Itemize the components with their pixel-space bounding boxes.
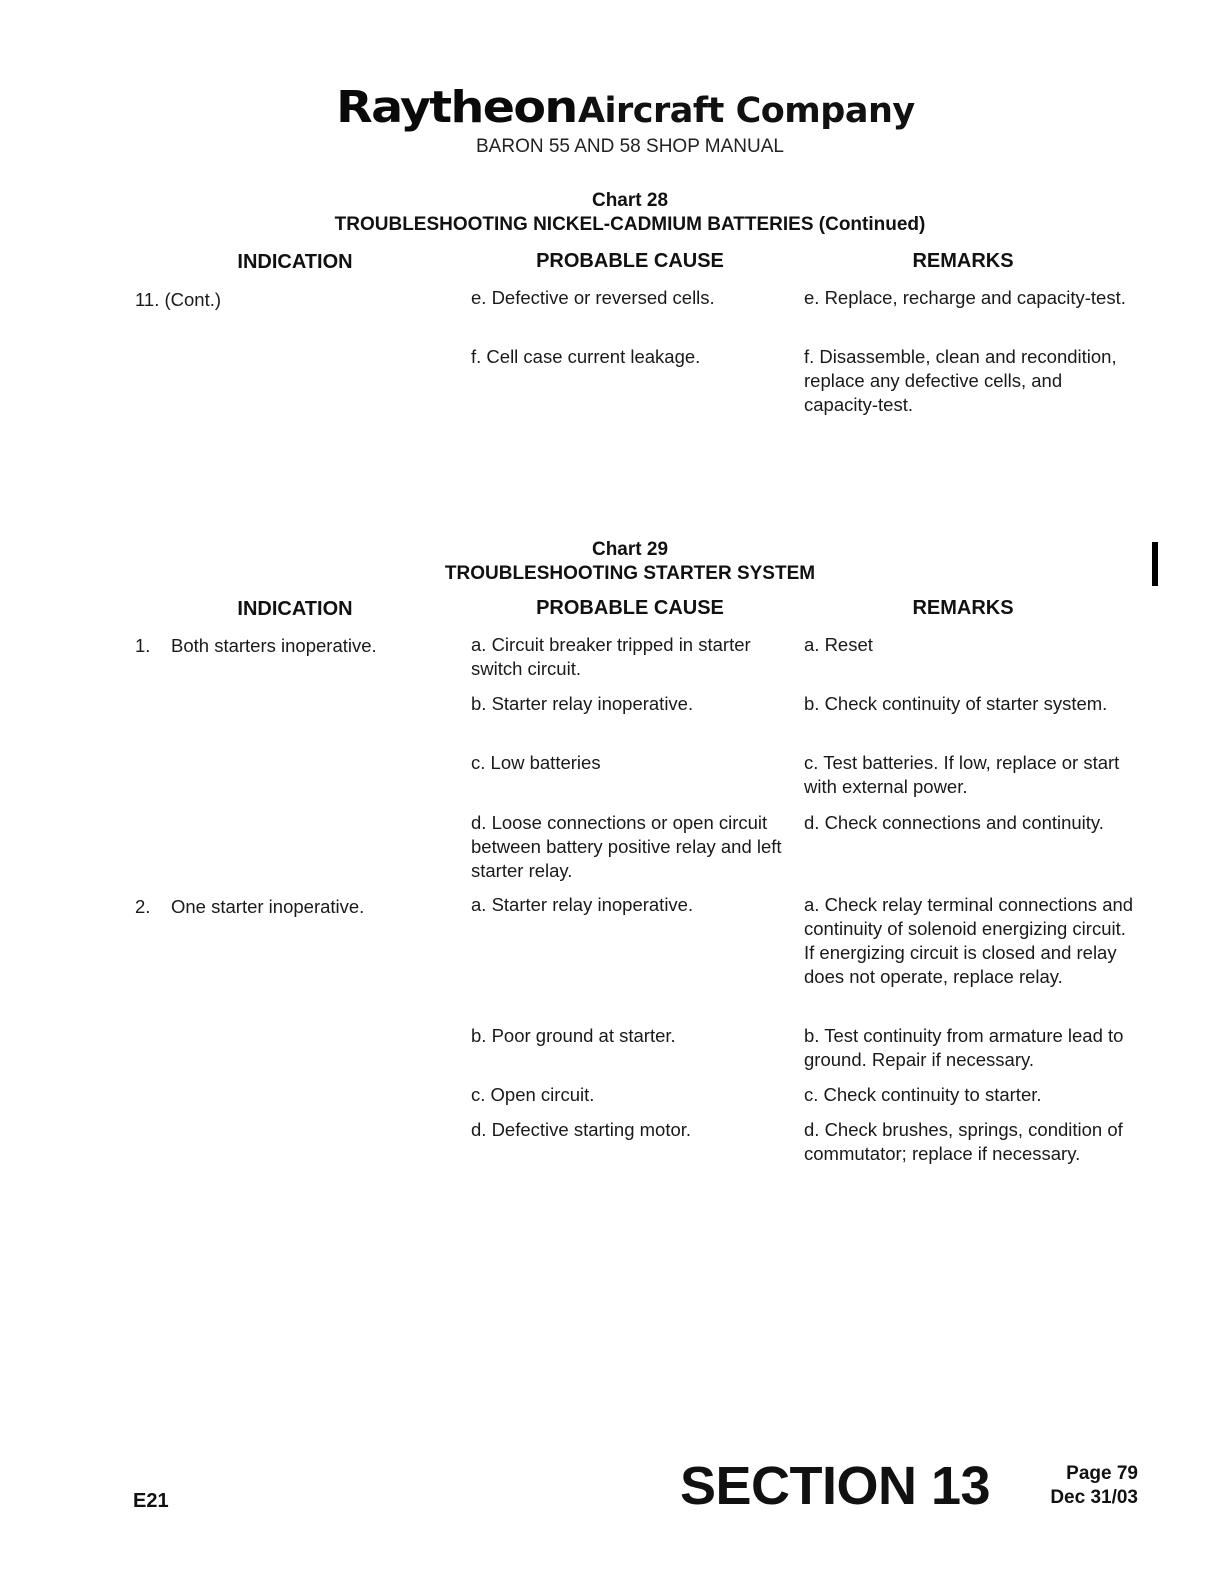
chart-29-remark-2a: a. Check relay terminal connections and continuity of solenoid energizing circuit. If energizing circuit is closed and relay does not operate, replace relay.: [804, 894, 1134, 987]
chart-29-cause-header: PROBABLE CAUSE: [536, 597, 724, 619]
chart-29-remark-2d: d. Check brushes, springs, condition of commutator; replace if necessary.: [804, 1119, 1123, 1164]
chart-29-title: TROUBLESHOOTING STARTER SYSTEM: [444, 563, 816, 584]
chart-29-remark-1b: b. Check continuity of starter system.: [804, 693, 1108, 714]
company-name: Aircraft Company: [577, 91, 915, 131]
chart-29-cause-1a: a. Circuit breaker tripped in starter switch circuit.: [471, 634, 751, 679]
chart-28-number: Chart 28: [591, 190, 669, 211]
manual-title: BARON 55 AND 58 SHOP MANUAL: [476, 136, 784, 157]
chart-29-number: Chart 29: [591, 539, 669, 560]
chart-29-remark-2b: b. Test continuity from armature lead to ground. Repair if necessary.: [804, 1025, 1124, 1070]
chart-28-indication-header: INDICATION: [237, 251, 353, 273]
chart-29-cause-2c: c. Open circuit.: [471, 1084, 595, 1105]
chart-28-remark-e: e. Replace, recharge and capacity-test.: [804, 287, 1126, 308]
chart-28-cause-header: PROBABLE CAUSE: [536, 250, 724, 272]
indication-text: One starter inoperative.: [171, 896, 365, 917]
chart-28-cause-e: e. Defective or reversed cells.: [471, 287, 715, 308]
chart-29-remark-1a: a. Reset: [804, 634, 873, 655]
indication-number: 1.: [135, 635, 151, 656]
page-info: [1030, 1462, 1138, 1510]
chart-28-indication-11: 11. (Cont.): [135, 289, 222, 310]
chart-28-remark-f: f. Disassemble, clean and recondition, replace any defective cells, and capacity-test.: [804, 346, 1117, 415]
chart-29-indication-2: [135, 895, 435, 919]
indication-text: Both starters inoperative.: [171, 635, 377, 656]
chart-29-cause-1d: d. Loose connections or open circuit between battery positive relay and left starter relay.: [471, 812, 782, 881]
section-label: SECTION 13: [680, 1456, 991, 1516]
chart-29-cause-2b: b. Poor ground at starter.: [471, 1025, 676, 1046]
page-number: Page 79: [1066, 1463, 1138, 1484]
indication-number: 2.: [135, 896, 151, 917]
chart-29-remark-2c: c. Check continuity to starter.: [804, 1084, 1042, 1105]
chart-28-remarks-header: REMARKS: [912, 250, 1014, 272]
chart-29-cause-2a: a. Starter relay inoperative.: [471, 894, 694, 915]
company-logo: [0, 82, 1220, 133]
chart-29-indication-header: INDICATION: [237, 598, 353, 620]
chart-29-cause-1b: b. Starter relay inoperative.: [471, 693, 694, 714]
chart-29-remark-1d: d. Check connections and continuity.: [804, 812, 1104, 833]
chart-28-title: TROUBLESHOOTING NICKEL-CADMIUM BATTERIES (Continued): [334, 214, 926, 235]
chart-28-cause-f: f. Cell case current leakage.: [471, 346, 701, 367]
chart-29-cause-2d: d. Defective starting motor.: [471, 1119, 692, 1140]
chart-29-indication-1: [135, 634, 435, 658]
chart-29-remarks-header: REMARKS: [912, 597, 1014, 619]
chart-29-cause-1c: c. Low batteries: [471, 752, 601, 773]
page-code: E21: [133, 1490, 169, 1512]
chart-29-remark-1c: c. Test batteries. If low, replace or start with external power.: [804, 752, 1120, 797]
revision-date: Dec 31/03: [1050, 1487, 1138, 1508]
brand-name: Raytheon: [336, 82, 577, 133]
